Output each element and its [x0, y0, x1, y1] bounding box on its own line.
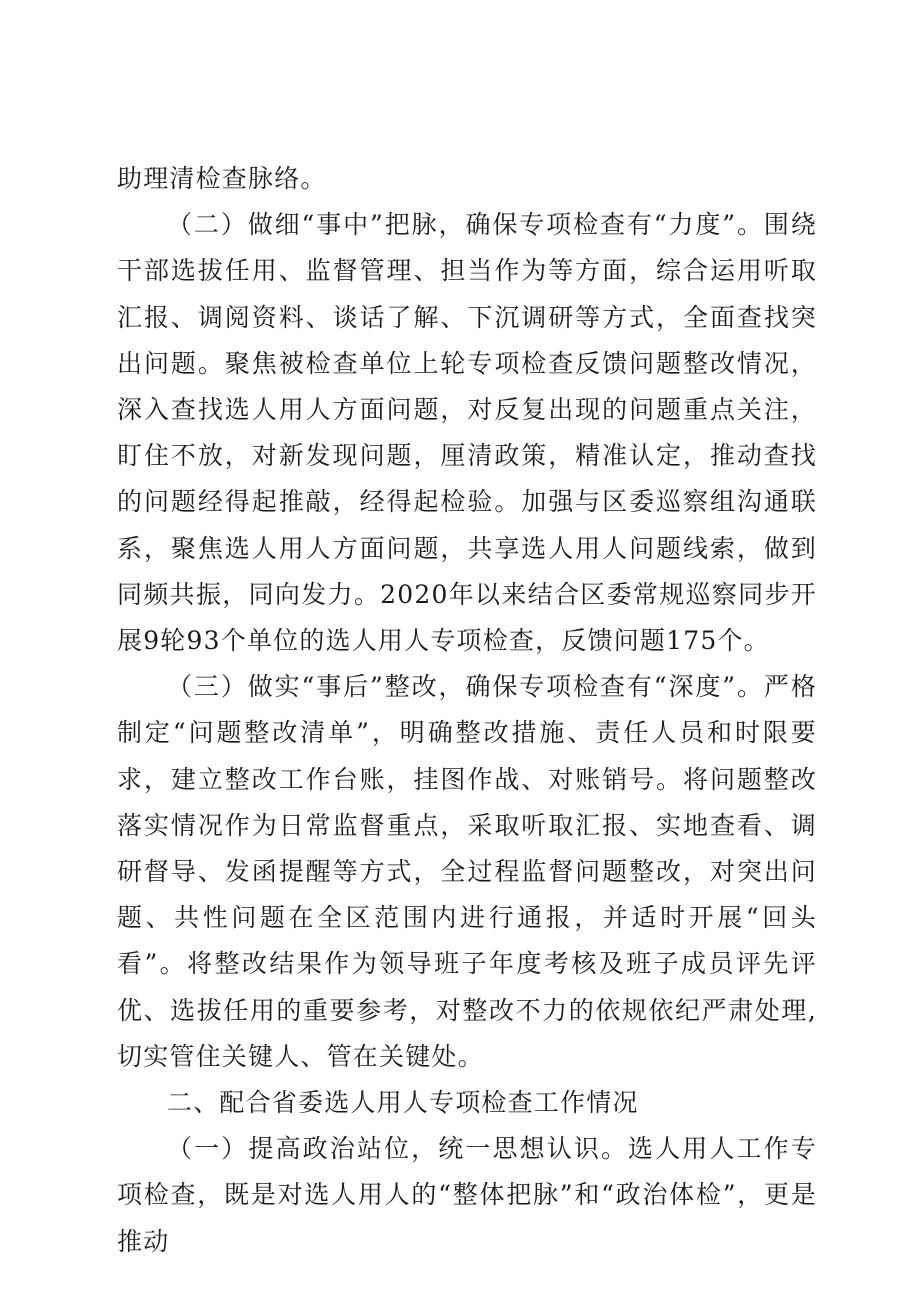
- paragraph-subsection-1: （一）提高政治站位，统一思想认识。选人用人工作专项检查，既是对选人用人的“整体把脉”和“政治体检”，更是推动: [117, 1134, 817, 1256]
- document-body: [117, 156, 817, 1265]
- paragraph-section-2: （二）做细“事中”把脉，确保专项检查有“力度”。围绕干部选拔任用、监督管理、担当作为等方面，综合运用听取汇报、调阅资料、谈话了解、下沉调研等方式，全面查找突出问题。聚焦被检查单位上轮专项检查反馈问题整改情况，深入查找选人用人方面问题，对反复出现的问题重点关注，盯住不放，对新发现问题，厘清政策，精准认定，推动查找的问题经得起推敲，经得起检验。加强与区委巡察组沟通联系，聚焦选人用人方面问题，共享选人用人问题线索，做到同频共振，同向发力。2020年以来结合区委常规巡察同步开展9轮93个单位的选人用人专项检查，反馈问题175个。: [117, 210, 817, 656]
- section-heading: 二、配合省委选人用人专项检查工作情况: [167, 1088, 639, 1118]
- paragraph-continuation: 助理清检查脉络。: [117, 164, 327, 193]
- paragraph-section-3: （三）做实“事后”整改，确保专项检查有“深度”。严格制定“问题整改清单”，明确整改措施、责任人员和时限要求，建立整改工作台账，挂图作战、对账销号。将问题整改落实情况作为日常监督重点，采取听取汇报、实地查看、调研督导、发函提醒等方式，全过程监督问题整改，对突出问题、共性问题在全区范围内进行通报，并适时开展“回头看”。将整改结果作为领导班子年度考核及班子成员评先评优、选拔任用的重要参考，对整改不力的依规依纪严肃处理,切实管住关键人、管在关键处。: [117, 672, 817, 1071]
